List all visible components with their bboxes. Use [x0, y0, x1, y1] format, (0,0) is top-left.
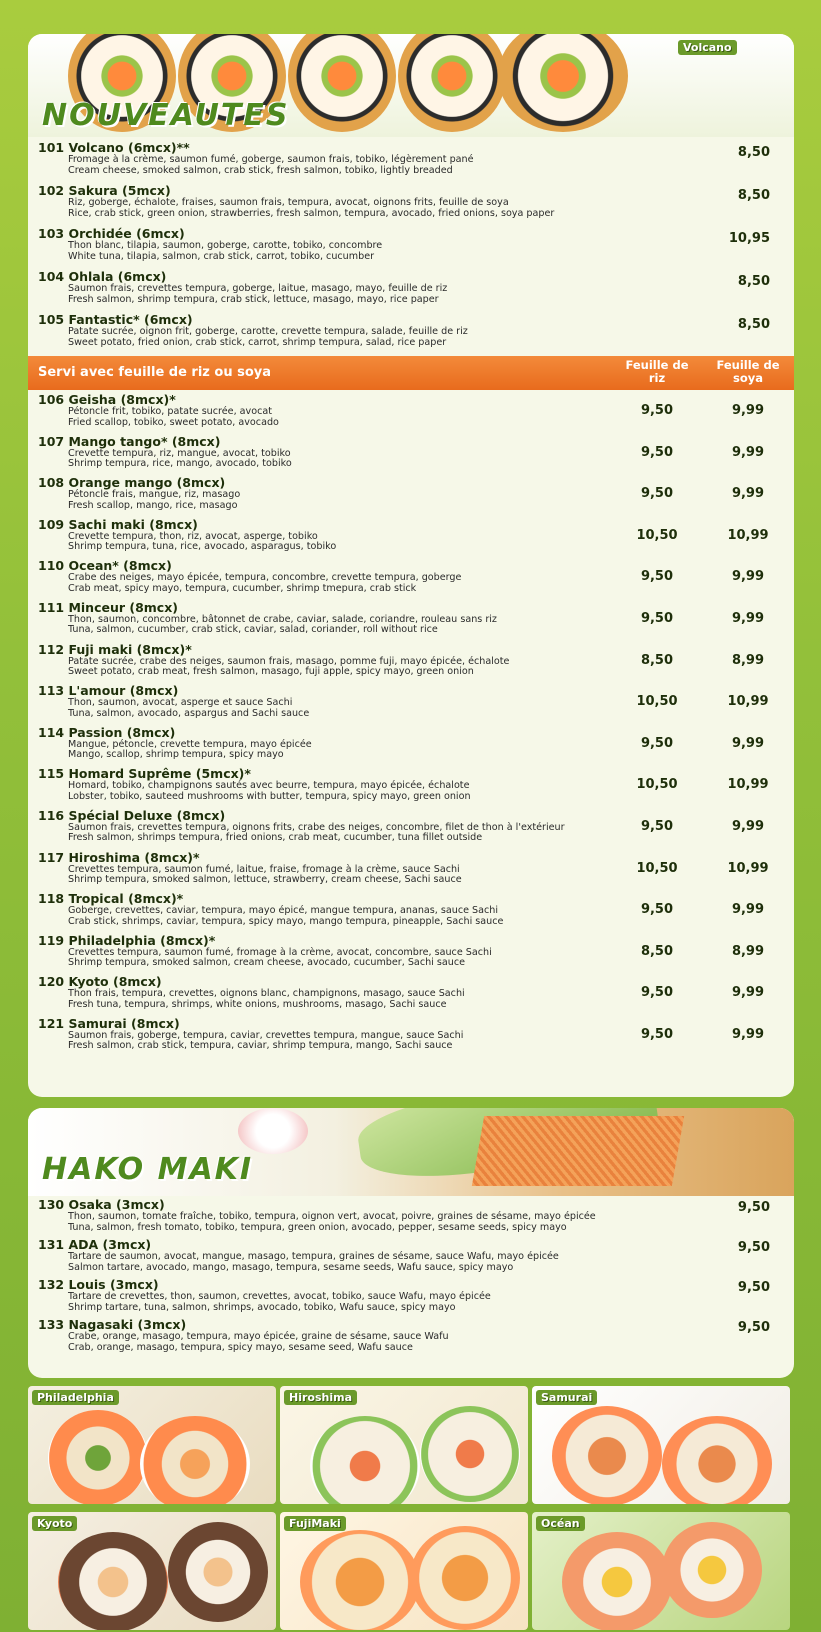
menu-item	[28, 393, 794, 435]
item-name: 121 Samurai (8mcx)	[38, 1015, 180, 1031]
item-description-en: Rice, crab stick, green onion, strawberries, fresh salmon, tempura, avocado, fried onions, soya paper	[68, 207, 555, 219]
item-name: 110 Ocean* (8mcx)	[38, 558, 172, 574]
roll-shape	[662, 1416, 772, 1504]
hiroshima-label: Hiroshima	[284, 1390, 357, 1405]
price-soya-paper: 9,99	[731, 444, 765, 460]
kyoto-photo	[28, 1512, 276, 1630]
hako-maki-list	[28, 1196, 794, 1358]
item-name: 105 Fantastic* (6mcx)	[38, 312, 193, 327]
menu-item	[28, 1278, 794, 1318]
roll-shape	[410, 1526, 520, 1630]
item-name: 118 Tropical (8mcx)*	[38, 891, 184, 907]
roll-shape	[48, 1410, 148, 1504]
item-description-en: Cream cheese, smoked salmon, crab stick, fresh salmon, tobiko, lightly breaded	[68, 164, 453, 176]
item-name: 106 Geisha (8mcx)*	[38, 392, 176, 407]
menu-item	[28, 601, 794, 643]
item-description-fr: Thon, saumon, tomate fraîche, tobiko, tempura, oignon vert, avocat, poivre, graines de sésame, mayo épicée	[68, 1211, 596, 1222]
item-description-fr: Crevette tempura, thon, riz, avocat, asperge, tobiko	[68, 530, 318, 542]
item-description-fr: Thon frais, tempura, crevettes, oignons blanc, champignons, masago, sauce Sachi	[68, 988, 465, 1000]
menu-item	[28, 851, 794, 893]
item-name: 109 Sachi maki (8mcx)	[38, 516, 198, 532]
menu-item	[28, 1198, 794, 1238]
price-rice-paper: 9,50	[640, 735, 674, 751]
item-description-fr: Thon blanc, tilapia, saumon, goberge, carotte, tobiko, concombre	[68, 240, 383, 251]
item-description-fr: Pétoncle frit, tobiko, patate sucrée, avocat	[68, 406, 273, 417]
nouveautes-list	[28, 137, 794, 356]
item-description-en: Fresh tuna, tempura, shrimps, white onions, mushrooms, masago, Sachi sauce	[68, 998, 447, 1010]
price-rice-paper: 9,50	[640, 486, 674, 502]
volcano-photo-label: Volcano	[678, 40, 737, 55]
menu-item	[28, 518, 794, 560]
menu-item	[28, 726, 794, 768]
item-description-en: Shrimp tempura, smoked salmon, cream cheese, avocado, cucumber, Sachi sauce	[68, 957, 466, 969]
kyoto-label: Kyoto	[32, 1516, 77, 1531]
price-soya-paper: 9,99	[731, 735, 765, 751]
menu-item	[28, 559, 794, 601]
ocean-photo	[532, 1512, 790, 1630]
soya-paper-header: Feuille de soya	[716, 358, 780, 385]
item-name: 102 Sakura (5mcx)	[38, 183, 171, 198]
item-name: 101 Volcano (6mcx)**	[38, 140, 190, 155]
item-name: 107 Mango tango* (8mcx)	[38, 433, 221, 449]
menu-item	[28, 313, 794, 356]
item-name: 130 Osaka (3mcx)	[38, 1197, 165, 1212]
item-name: 132 Louis (3mcx)	[38, 1277, 159, 1292]
roll-shape	[310, 1416, 420, 1504]
item-description-fr: Crabe des neiges, mayo épicée, tempura, concombre, crevette tempura, goberge	[68, 572, 462, 584]
roll-shape	[552, 1406, 662, 1504]
price-rice-paper: 9,50	[640, 818, 674, 834]
price-soya-paper: 8,99	[731, 943, 765, 959]
sushi-photo-grid	[28, 1386, 794, 1632]
item-description-fr: Pétoncle frais, mangue, riz, masago	[68, 489, 241, 501]
item-name: 120 Kyoto (8mcx)	[38, 974, 162, 990]
price-soya-paper: 9,99	[731, 985, 765, 1001]
item-description-fr: Crevette tempura, riz, mangue, avocat, tobiko	[68, 447, 291, 459]
item-name: 115 Homard Suprême (5mcx)*	[38, 766, 251, 782]
item-description-en: Crab stick, shrimps, caviar, tempura, spicy mayo, mango tempura, pineapple, Sachi sauce	[68, 915, 504, 927]
roll-shape	[300, 1530, 420, 1630]
ocean-label: Océan	[536, 1516, 585, 1531]
roll-shape	[140, 1416, 250, 1504]
price-soya-paper: 9,99	[731, 403, 765, 418]
roll-shape	[58, 1532, 168, 1630]
served-list	[28, 390, 794, 1059]
item-price: 8,50	[737, 188, 770, 203]
item-description-en: Shrimp tempura, rice, mango, avocado, tobiko	[68, 458, 292, 470]
sushi-roll-photo	[398, 34, 506, 132]
item-price: 9,50	[737, 1240, 770, 1255]
philadelphia-label: Philadelphia	[32, 1390, 119, 1405]
menu-item	[28, 684, 794, 726]
price-rice-paper: 8,50	[640, 652, 674, 668]
item-description-fr: Thon, saumon, avocat, asperge et sauce Sachi	[68, 697, 293, 709]
item-description-fr: Crevettes tempura, saumon fumé, fromage à la crème, avocat, concombre, sauce Sachi	[68, 946, 492, 958]
item-name: 111 Minceur (8mcx)	[38, 599, 178, 615]
menu-item	[28, 476, 794, 518]
item-description-fr: Fromage à la crème, saumon fumé, goberge, saumon frais, tobiko, légèrement pané	[68, 154, 474, 165]
hako-maki-banner	[28, 1108, 794, 1196]
item-name: 119 Philadelphia (8mcx)*	[38, 932, 216, 948]
item-description-fr: Saumon frais, crevettes tempura, oignons frits, crabe des neiges, concombre, filet de thon à l'extérieur	[68, 821, 565, 833]
item-price: 9,50	[737, 1200, 770, 1215]
item-description-en: Mango, scallop, shrimp tempura, spicy mayo	[68, 749, 284, 761]
menu-item	[28, 767, 794, 809]
item-description-en: Fresh scallop, mango, rice, masago	[68, 499, 238, 511]
price-soya-paper: 9,99	[731, 818, 765, 834]
item-name: 112 Fuji maki (8mcx)*	[38, 641, 192, 657]
item-description-fr: Crabe, orange, masago, tempura, mayo épicée, graine de sésame, sauce Wafu	[68, 1331, 449, 1342]
price-rice-paper: 8,50	[640, 943, 674, 959]
item-description-fr: Tartare de crevettes, thon, saumon, crevettes, avocat, tobiko, sauce Wafu, mayo épicée	[68, 1291, 491, 1302]
item-description-fr: Tartare de saumon, avocat, mangue, masago, tempura, graines de sésame, sauce Wafu, mayo épicée	[68, 1251, 559, 1262]
menu-item	[28, 227, 794, 270]
item-description-en: Sweet potato, fried onion, crab stick, carrot, shrimp tempura, salad, rice paper	[68, 336, 447, 348]
item-name: 104 Ohlala (6mcx)	[38, 269, 167, 284]
item-name: 116 Spécial Deluxe (8mcx)	[38, 807, 226, 823]
price-rice-paper: 10,50	[636, 527, 678, 543]
price-rice-paper: 9,50	[640, 444, 674, 460]
price-rice-paper: 10,50	[636, 777, 678, 793]
item-description-en: Shrimp tempura, tuna, rice, avocado, asparagus, tobiko	[68, 541, 337, 553]
item-description-en: Crab, orange, masago, tempura, spicy mayo, sesame seed, Wafu sauce	[68, 1341, 413, 1353]
samurai-label: Samurai	[536, 1390, 597, 1405]
menu-item	[28, 184, 794, 227]
item-description-fr: Patate sucrée, crabe des neiges, saumon frais, masago, pomme fuji, mayo épicée, échalote	[68, 655, 510, 667]
item-description-en: Lobster, tobiko, sauteed mushrooms with butter, tempura, spicy mayo, green onion	[68, 790, 471, 802]
item-name: 117 Hiroshima (8mcx)*	[38, 849, 200, 865]
item-description-fr: Goberge, crevettes, caviar, tempura, mayo épicé, mangue tempura, ananas, sauce Sachi	[68, 905, 499, 917]
menu-item	[28, 934, 794, 976]
radish-garnish-photo	[238, 1108, 308, 1154]
menu-item	[28, 1017, 794, 1059]
fujimaki-label: FujiMaki	[284, 1516, 346, 1531]
menu-item	[28, 141, 794, 184]
item-price: 8,50	[737, 274, 770, 289]
roll-shape	[420, 1406, 520, 1502]
price-rice-paper: 9,50	[640, 569, 674, 585]
served-section-bar	[28, 356, 794, 390]
item-description-en: Tuna, salmon, cucumber, crab stick, caviar, salad, coriander, roll without rice	[68, 624, 438, 636]
price-rice-paper: 9,50	[640, 1026, 674, 1042]
item-price: 10,95	[728, 231, 770, 246]
item-description-fr: Crevettes tempura, saumon fumé, laitue, fraise, fromage à la crème, sauce Sachi	[68, 863, 460, 875]
price-soya-paper: 10,99	[727, 860, 769, 876]
price-soya-paper: 9,99	[731, 902, 765, 918]
item-description-en: Crab meat, spicy mayo, tempura, cucumber, shrimp tmepura, crab stick	[68, 582, 417, 594]
item-price: 8,50	[737, 145, 770, 160]
hako-sushi-photo	[472, 1116, 684, 1186]
roll-shape	[168, 1522, 268, 1622]
item-name: 103 Orchidée (6mcx)	[38, 226, 185, 241]
price-rice-paper: 9,50	[640, 403, 674, 418]
item-description-en: Fresh salmon, shrimp tempura, crab stick, lettuce, masago, mayo, rice paper	[68, 293, 439, 305]
item-name: 108 Orange mango (8mcx)	[38, 475, 226, 491]
item-description-fr: Patate sucrée, oignon frit, goberge, carotte, crevette tempura, salade, feuille de riz	[68, 326, 468, 337]
item-name: 133 Nagasaki (3mcx)	[38, 1317, 187, 1332]
samurai-photo	[532, 1386, 790, 1504]
item-name: 113 L'amour (8mcx)	[38, 683, 179, 699]
hako-maki-panel	[28, 1108, 794, 1378]
nouveautes-banner	[28, 34, 794, 137]
roll-shape	[562, 1532, 672, 1630]
price-rice-paper: 10,50	[636, 694, 678, 710]
fujimaki-photo	[280, 1512, 528, 1630]
philadelphia-photo	[28, 1386, 276, 1504]
menu-item	[28, 1238, 794, 1278]
nouveautes-title: NOUVEAUTES	[42, 98, 290, 133]
item-description-fr: Mangue, pétoncle, crevette tempura, mayo épicée	[68, 738, 312, 750]
price-soya-paper: 8,99	[731, 652, 765, 668]
sushi-roll-photo	[498, 34, 628, 132]
item-description-en: Tuna, salmon, fresh tomato, tobiko, tempura, green onion, avocado, pepper, sesame seeds, spicy mayo	[68, 1221, 567, 1233]
price-soya-paper: 10,99	[727, 694, 769, 710]
item-description-fr: Saumon frais, goberge, tempura, caviar, crevettes tempura, mangue, sauce Sachi	[68, 1029, 464, 1041]
item-description-fr: Saumon frais, crevettes tempura, goberge, laitue, masago, mayo, feuille de riz	[68, 283, 448, 294]
item-price: 8,50	[737, 317, 770, 332]
menu-item	[28, 809, 794, 851]
price-soya-paper: 10,99	[727, 527, 769, 543]
item-description-en: Fried scallop, tobiko, sweet potato, avocado	[68, 416, 279, 428]
price-soya-paper: 9,99	[731, 610, 765, 626]
menu-item	[28, 892, 794, 934]
roll-shape	[662, 1522, 762, 1618]
item-description-en: Shrimp tempura, smoked salmon, lettuce, strawberry, cream cheese, Sachi sauce	[68, 874, 462, 886]
item-description-en: Fresh salmon, crab stick, tempura, caviar, shrimp tempura, mango, Sachi sauce	[68, 1040, 453, 1052]
menu-item	[28, 975, 794, 1017]
item-description-en: White tuna, tilapia, salmon, crab stick, carrot, tobiko, cucumber	[68, 250, 375, 262]
price-rice-paper: 10,50	[636, 860, 678, 876]
price-rice-paper: 9,50	[640, 610, 674, 626]
hako-maki-title: HAKO MAKI	[42, 1152, 254, 1187]
menu-item	[28, 1318, 794, 1358]
price-rice-paper: 9,50	[640, 902, 674, 918]
item-description-en: Fresh salmon, shrimps tempura, fried onions, crab meat, cucumber, tuna fillet outside	[68, 832, 483, 844]
item-price: 9,50	[737, 1320, 770, 1335]
item-description-en: Salmon tartare, avocado, mango, masago, tempura, sesame seeds, Wafu sauce, spicy mayo	[68, 1261, 514, 1273]
nouveautes-panel	[28, 34, 794, 1097]
item-description-fr: Riz, goberge, échalote, fraises, saumon frais, tempura, avocat, oignons frits, feuille de soya	[68, 197, 509, 208]
item-name: 114 Passion (8mcx)	[38, 724, 176, 740]
price-rice-paper: 9,50	[640, 985, 674, 1001]
menu-item	[28, 435, 794, 477]
item-description-en: Shrimp tartare, tuna, salmon, shrimps, avocado, tobiko, Wafu sauce, spicy mayo	[68, 1301, 456, 1313]
item-price: 9,50	[737, 1280, 770, 1295]
rice-paper-header: Feuille de riz	[625, 358, 689, 385]
item-name: 131 ADA (3mcx)	[38, 1237, 152, 1252]
item-description-fr: Thon, saumon, concombre, bâtonnet de crabe, caviar, salade, coriandre, rouleau sans riz	[68, 613, 497, 625]
price-soya-paper: 9,99	[731, 569, 765, 585]
hiroshima-photo	[280, 1386, 528, 1504]
price-soya-paper: 10,99	[727, 777, 769, 793]
price-soya-paper: 9,99	[731, 486, 765, 502]
menu-item	[28, 643, 794, 685]
menu-item	[28, 270, 794, 313]
item-description-en: Sweet potato, crab meat, fresh salmon, masago, fuji apple, spicy mayo, green onion	[68, 666, 474, 678]
item-description-fr: Homard, tobiko, champignons sautés avec beurre, tempura, mayo épicée, échalote	[68, 780, 470, 792]
section-label: Servi avec feuille de riz ou soya	[38, 365, 272, 380]
sushi-roll-photo	[288, 34, 396, 132]
item-description-en: Tuna, salmon, avocado, aspargus and Sachi sauce	[68, 707, 310, 719]
price-soya-paper: 9,99	[731, 1026, 765, 1042]
